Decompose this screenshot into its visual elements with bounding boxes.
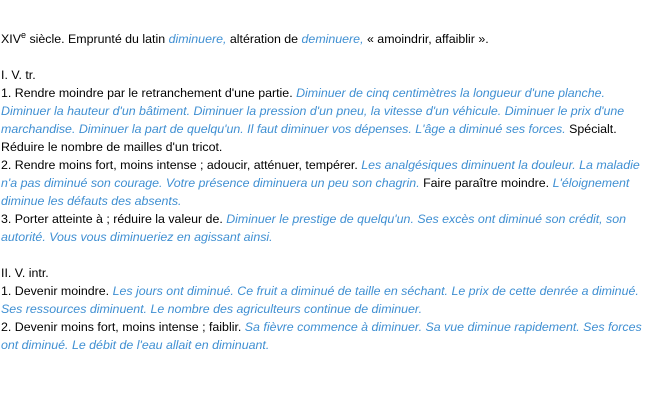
- sense-1-1: [1, 84, 646, 156]
- definition: 1. Devenir moindre.: [1, 284, 113, 298]
- examples: Les jours ont diminué. Ce fruit a diminué de taille en séchant. Le prix de cette denrée a diminué. Ses ressources diminuent. Le nombre des agriculteurs continue de diminuer.: [1, 284, 639, 316]
- specialt-definition: Spécialt. Réduire le nombre de mailles d'un tricot.: [1, 122, 617, 154]
- latin-word-deminuere: deminuere,: [301, 32, 364, 46]
- examples-2: L'éloignement diminue les défauts des absents.: [1, 176, 630, 208]
- definition: 2. Rendre moins fort, moins intense ; adoucir, atténuer, tempérer.: [1, 158, 362, 172]
- definition: 2. Devenir moins fort, moins intense ; faiblir.: [1, 320, 245, 334]
- definition: 1. Rendre moindre par le retranchement d'une partie.: [1, 86, 297, 100]
- examples: Diminuer le prestige de quelqu'un. Ses excès ont diminué son crédit, son autorité. Vous vous diminueriez en agissant ainsi.: [1, 212, 627, 244]
- etymology-text-3: « amoindrir, affaiblir ».: [363, 32, 489, 46]
- century: XIV: [1, 32, 21, 46]
- latin-word-diminuere: diminuere,: [168, 32, 227, 46]
- spacer: [1, 246, 646, 264]
- spacer: [1, 48, 646, 66]
- section-heading-transitive: I. V. tr.: [1, 68, 36, 82]
- sense-1-2: [1, 156, 646, 210]
- etymology: [1, 30, 646, 48]
- definition-2: Faire paraître moindre.: [419, 176, 553, 190]
- etymology-text-2: altération de: [226, 32, 302, 46]
- examples: Diminuer de cinq centimètres la longueur d'une planche. Diminuer la hauteur d'un bâtiment. Diminuer la pression d'un pneu, la vitesse d'un véhicule. Diminuer le prix d'une marchandise. Diminuer la part de quelqu'un. Il faut diminuer vos dépenses. L'âge a diminué ses forces.: [1, 86, 625, 136]
- etymology-text-1: siècle. Emprunté du latin: [26, 32, 169, 46]
- sense-1-3: [1, 210, 646, 246]
- definition: 3. Porter atteinte à ; réduire la valeur de.: [1, 212, 227, 226]
- examples: Sa fièvre commence à diminuer. Sa vue diminue rapidement. Ses forces ont diminué. Le débit de l'eau allait en diminuant.: [1, 320, 642, 352]
- examples: Les analgésiques diminuent la douleur. La maladie n'a pas diminué son courage. Votre présence diminuera un peu son chagrin.: [1, 158, 640, 190]
- section-heading-intransitive: II. V. intr.: [1, 266, 49, 280]
- century-superscript: e: [20, 30, 26, 40]
- sense-2-2: [1, 318, 646, 354]
- sense-2-1: [1, 282, 646, 318]
